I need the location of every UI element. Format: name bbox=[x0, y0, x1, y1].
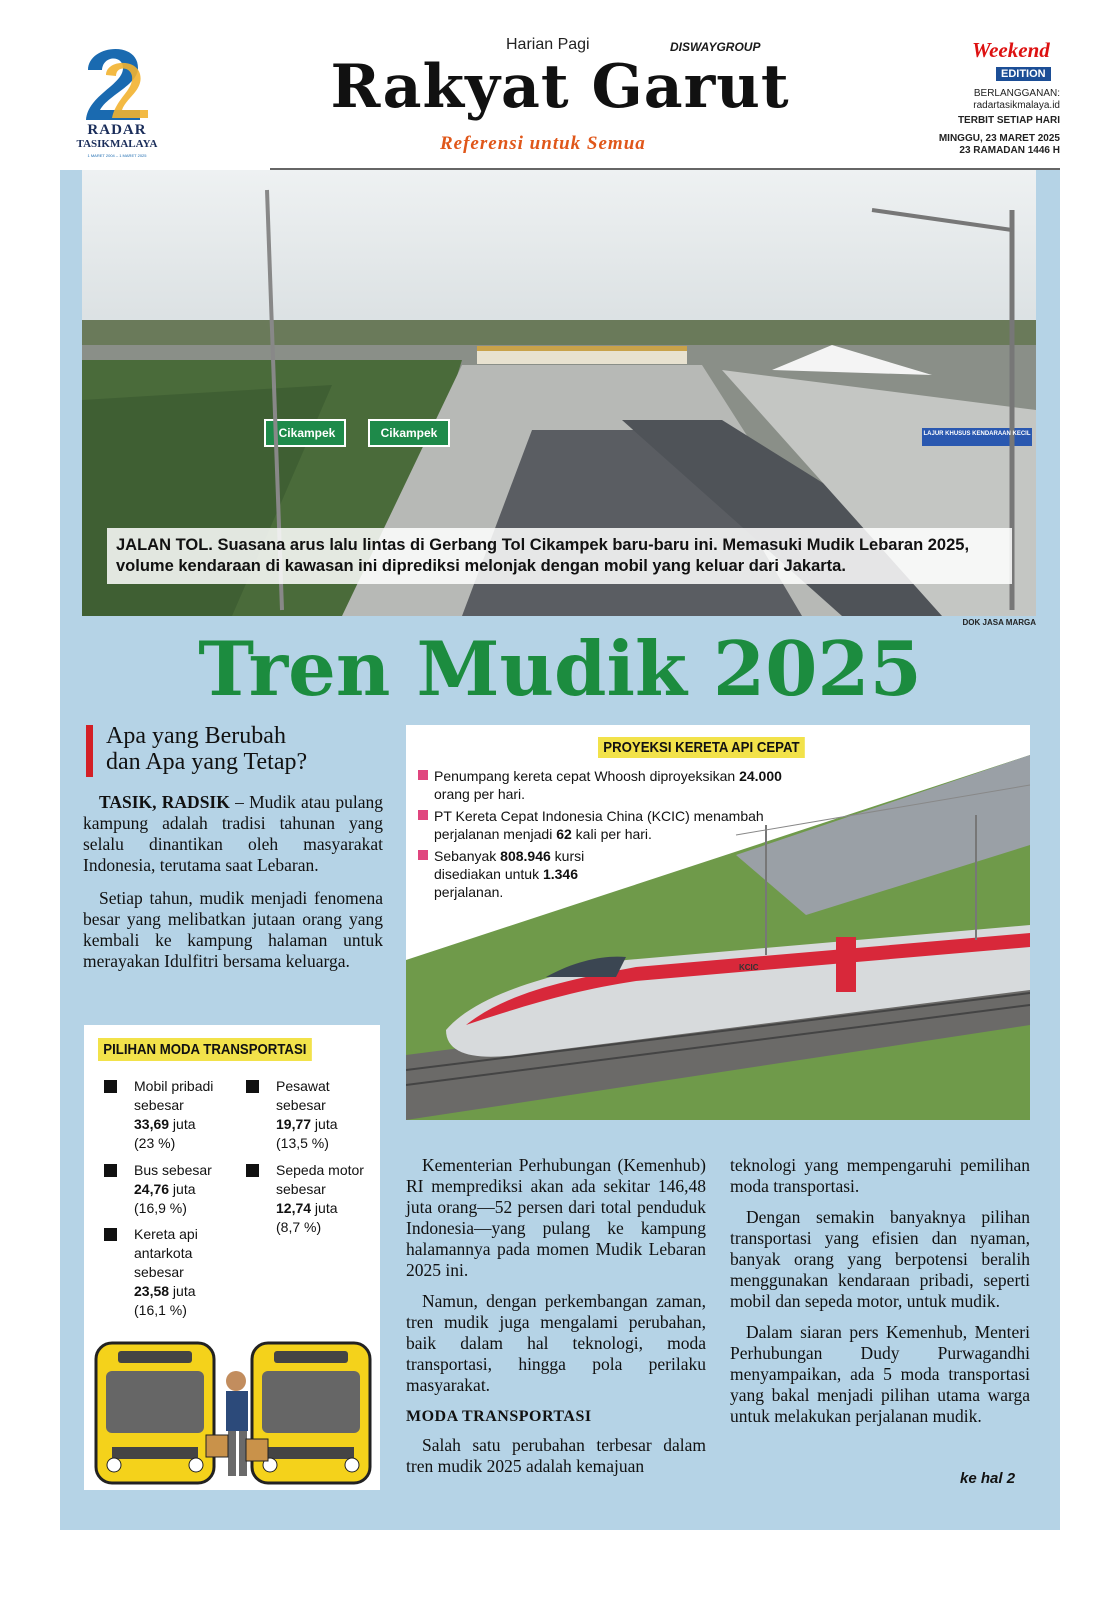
photo-credit: DOK JASA MARGA bbox=[962, 618, 1036, 627]
rail-infobox-title: PROYEKSI KERETA API CEPAT bbox=[598, 737, 805, 758]
mode-item-train bbox=[134, 1225, 234, 1320]
square-bullet-icon bbox=[104, 1164, 117, 1177]
article-column-2 bbox=[406, 1155, 706, 1487]
rail-fact-2-value: 62 bbox=[556, 826, 572, 842]
mode-train-label: Kereta api antarkota sebesar bbox=[134, 1226, 198, 1280]
square-bullet-icon bbox=[246, 1164, 259, 1177]
rail-fact-3 bbox=[418, 847, 634, 901]
rail-fact-3-mid: kursi disediakan untuk bbox=[434, 848, 585, 882]
terbit-label: TERBIT SETIAP HARI bbox=[957, 115, 1060, 126]
mode-motorcycle-label: Sepeda motor sebesar bbox=[276, 1162, 364, 1197]
pink-bullet-icon bbox=[418, 770, 428, 780]
mode-bus-value: 24,76 bbox=[134, 1181, 170, 1197]
dateline: TASIK, RADSIK bbox=[99, 792, 230, 812]
mode-motorcycle-unit: juta bbox=[311, 1200, 338, 1216]
subscribe-url: radartasikmalaya.id bbox=[973, 100, 1060, 111]
mode-item-bus bbox=[134, 1161, 234, 1218]
rail-fact-2 bbox=[418, 807, 798, 843]
bus-illustration bbox=[84, 1335, 380, 1490]
transport-mode-title: PILIHAN MODA TRANSPORTASI bbox=[98, 1038, 312, 1061]
rail-fact-1-text: Penumpang kereta cepat Whoosh diproyeksikan bbox=[434, 768, 740, 784]
mode-train-unit: juta bbox=[169, 1283, 196, 1299]
radar-anniversary-logo bbox=[72, 40, 162, 164]
mode-car-unit: juta bbox=[169, 1116, 196, 1132]
col2-paragraph-2: Namun, dengan perkembangan zaman, tren mudik juga mengalami perubahan, baik dalam hal teknologi, moda transportasi, hingga pola perilaku masyarakat. bbox=[406, 1291, 706, 1395]
rail-fact-1 bbox=[418, 767, 798, 803]
mode-bus-percent: (16,9 %) bbox=[134, 1200, 187, 1216]
radar-logo-city: TASIKMALAYA bbox=[76, 138, 158, 150]
rail-fact-3-seats: 808.946 bbox=[500, 848, 551, 864]
rail-facts-list bbox=[418, 767, 798, 905]
mode-plane-value: 19,77 bbox=[276, 1116, 312, 1132]
newspaper-title: Rakyat Garut bbox=[330, 52, 790, 122]
col3-paragraph-3: Dalam siaran pers Kemenhub, Menteri Perhubungan Dudy Purwagandhi menyampaikan, ada 5 moda transportasi yang bakal menjadi pilihan utama warga untuk melakukan perjalanan mudik. bbox=[730, 1322, 1030, 1426]
radar-22-emblem bbox=[78, 40, 156, 122]
mode-plane-label: Pesawat sebesar bbox=[276, 1078, 330, 1113]
sign-cikampek-1: Cikampek bbox=[278, 426, 336, 440]
square-bullet-icon bbox=[104, 1228, 117, 1241]
subheadline-line-2: dan Apa yang Tetap? bbox=[106, 749, 308, 775]
radar-logo-word: RADAR bbox=[87, 122, 147, 138]
article-column-1 bbox=[83, 792, 383, 984]
rail-fact-1-value: 24.000 bbox=[739, 768, 782, 784]
section-heading-moda: MODA TRANSPORTASI bbox=[406, 1408, 592, 1425]
square-bullet-icon bbox=[246, 1080, 259, 1093]
subheadline-line-1: Apa yang Berubah bbox=[106, 723, 286, 749]
subheadline bbox=[106, 723, 307, 775]
pink-bullet-icon bbox=[418, 810, 428, 820]
mode-car-label: Mobil pribadi sebesar bbox=[134, 1078, 214, 1113]
weekend-logo: Weekend bbox=[972, 38, 1050, 62]
mode-item-car bbox=[134, 1077, 234, 1153]
square-bullet-icon bbox=[104, 1080, 117, 1093]
edition-badge: EDITION bbox=[996, 67, 1051, 81]
bus-traveler-illustration bbox=[84, 1335, 380, 1490]
main-headline: Tren Mudik 2025 bbox=[198, 625, 922, 713]
rail-fact-1-tail: orang per hari. bbox=[434, 786, 526, 802]
issue-hijri-date: 23 RAMADAN 1446 H bbox=[959, 145, 1060, 156]
lead-paragraph: – Mudik atau pulang kampung adalah tradisi tahunan yang selalu dinantikan oleh masyarakat Indonesia, terutama saat Lebaran. bbox=[83, 792, 383, 875]
mode-train-percent: (16,1 %) bbox=[134, 1302, 187, 1318]
mode-train-value: 23,58 bbox=[134, 1283, 170, 1299]
continued-jump-label[interactable]: ke hal 2 bbox=[960, 1470, 1016, 1487]
issue-date: MINGGU, 23 MARET 2025 bbox=[938, 133, 1060, 144]
photo-caption: JALAN TOL. Suasana arus lalu lintas di Gerbang Tol Cikampek baru-baru ini. Memasuki Mudik Lebaran 2025, volume kendaraan di kawasan ini diprediksi melonjak dengan mobil yang keluar dari Jakarta. bbox=[107, 528, 1012, 584]
mode-item-motorcycle bbox=[276, 1161, 366, 1237]
rail-fact-3-trips: 1.346 bbox=[542, 866, 579, 882]
rail-fact-3-text: Sebanyak bbox=[434, 848, 501, 864]
sign-cikampek-2: Cikampek bbox=[380, 426, 438, 440]
mode-motorcycle-value: 12,74 bbox=[276, 1200, 312, 1216]
radar-logo-dates: 1 MARET 2004 – 1 MARET 2025 bbox=[87, 153, 147, 158]
mode-plane-unit: juta bbox=[311, 1116, 338, 1132]
rail-fact-2-text: PT Kereta Cepat Indonesia China (KCIC) menambah perjalanan menjadi bbox=[434, 808, 764, 842]
rail-fact-2-tail: kali per hari. bbox=[571, 826, 652, 842]
disway-group-logo: DISWAYGROUP bbox=[670, 40, 761, 54]
mode-car-percent: (23 %) bbox=[134, 1135, 176, 1151]
col3-paragraph-2: Dengan semakin banyaknya pilihan transportasi yang efisien dan nyaman, banyak orang yang berpotensi beralih menggunakan kendaraan pribadi, seperti mobil dan sepeda motor, untuk mudik. bbox=[730, 1207, 1030, 1311]
masthead-info bbox=[920, 88, 1060, 157]
article-column-3 bbox=[730, 1155, 1030, 1437]
newspaper-tagline: Referensi untuk Semua bbox=[440, 133, 646, 154]
subscribe-label: BERLANGGANAN: bbox=[973, 88, 1060, 99]
train-kcic-mark: KCIC bbox=[739, 963, 759, 972]
harian-pagi-label: Harian Pagi bbox=[506, 36, 590, 53]
paragraph-2: Setiap tahun, mudik menjadi fenomena besar yang melibatkan jutaan orang yang kembali ke kampung halaman untuk merayakan Idulfitri bersama keluarga. bbox=[83, 888, 383, 971]
col2-paragraph-1: Kementerian Perhubungan (Kemenhub) RI memprediksi akan ada sekitar 146,48 juta orang—52 persen dari total penduduk Indonesia—yang pulang ke kampung halamannya pada momen Mudik Lebaran 2025 ini. bbox=[406, 1155, 706, 1280]
mode-car-value: 33,69 bbox=[134, 1116, 170, 1132]
mode-bus-unit: juta bbox=[169, 1181, 196, 1197]
rail-fact-3-tail: perjalanan. bbox=[434, 884, 504, 900]
mode-motorcycle-percent: (8,7 %) bbox=[276, 1219, 322, 1235]
sign-lajur-khusus: LAJUR KHUSUS KENDARAAN KECIL bbox=[923, 431, 1031, 437]
mode-plane-percent: (13,5 %) bbox=[276, 1135, 329, 1151]
subhead-accent-bar bbox=[86, 725, 93, 777]
mode-bus-label: Bus sebesar bbox=[134, 1162, 212, 1178]
col3-paragraph-1: teknologi yang mempengaruhi pemilihan moda transportasi. bbox=[730, 1155, 1030, 1196]
mode-item-plane bbox=[276, 1077, 366, 1153]
col2-paragraph-3: Salah satu perubahan terbesar dalam tren mudik 2025 adalah kemajuan bbox=[406, 1435, 706, 1476]
pink-bullet-icon bbox=[418, 850, 428, 860]
